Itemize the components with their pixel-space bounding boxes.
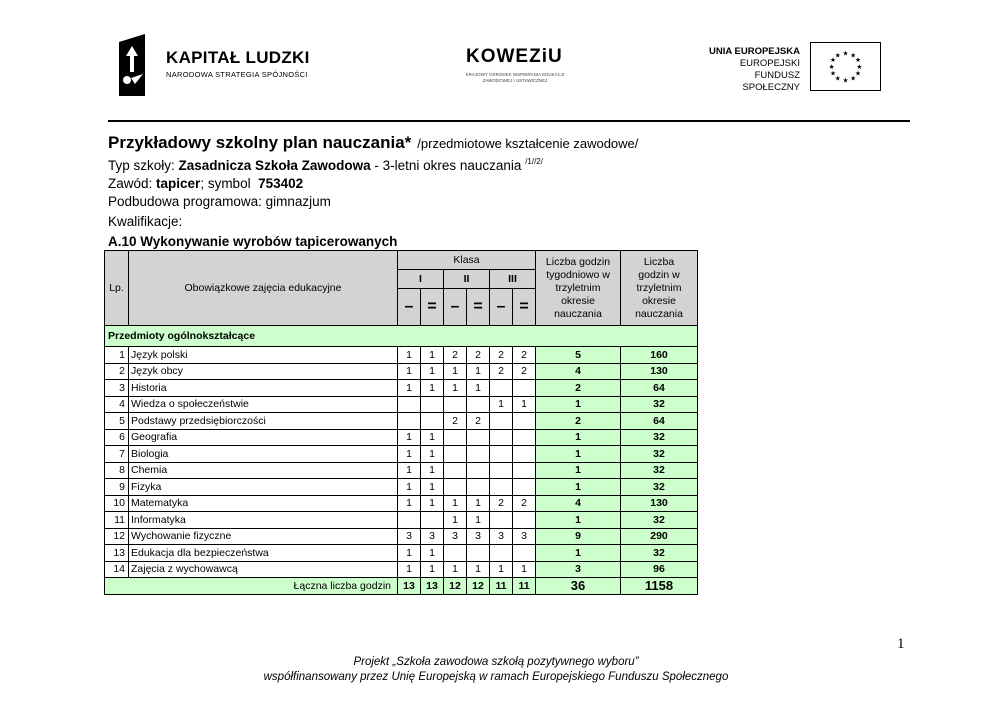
row-semester-hours: 1 [398,479,421,496]
row-semester-hours [467,446,490,463]
sum-label: Łączna liczba godzin [105,578,398,595]
row-semester-hours: 1 [513,396,536,413]
svg-text:★: ★ [850,51,857,60]
row-semester-hours: 1 [421,347,444,364]
row-semester-hours [467,479,490,496]
row-semester-hours: 2 [490,495,513,512]
row-semester-hours: 1 [398,446,421,463]
school-type-value: Zasadnicza Szkoła Zawodowa [178,158,371,173]
row-total: 32 [621,512,698,529]
row-weekly: 1 [536,479,621,496]
document-title-sub: /przedmiotowe kształcenie zawodowe/ [417,136,639,151]
row-subject: Wychowanie fizyczne [129,528,398,545]
row-lp: 5 [105,413,129,430]
row-subject: Biologia [129,446,398,463]
sum-semester-hours: 11 [513,578,536,595]
row-lp: 4 [105,396,129,413]
svg-text:★: ★ [830,56,837,65]
row-lp: 2 [105,363,129,380]
row-semester-hours: 1 [398,429,421,446]
kapital-ludzki-emblem-icon [117,34,147,96]
row-semester-hours: 3 [467,528,490,545]
row-semester-hours [467,462,490,479]
row-semester-hours [421,512,444,529]
sum-semester-hours: 12 [444,578,467,595]
row-semester-hours: 1 [421,462,444,479]
row-semester-hours: 1 [444,363,467,380]
row-lp: 7 [105,446,129,463]
row-semester-hours: 1 [467,561,490,578]
row-semester-hours: 1 [421,561,444,578]
row-semester-hours [490,512,513,529]
row-subject: Fizyka [129,479,398,496]
row-semester-hours: 1 [398,545,421,562]
row-weekly: 3 [536,561,621,578]
footer-line-1: Projekt „Szkoła zawodowa szkołą pozytywnego wyboru” [353,656,639,668]
row-weekly: 4 [536,363,621,380]
row-semester-hours: 1 [398,495,421,512]
row-semester-hours: 1 [467,495,490,512]
row-semester-hours: 1 [467,380,490,397]
table-row [105,446,698,463]
document-title-main: Przykładowy szkolny plan nauczania* [108,133,412,152]
row-subject: Historia [129,380,398,397]
row-weekly: 4 [536,495,621,512]
sum-semester-hours: 13 [398,578,421,595]
row-semester-hours [444,545,467,562]
row-semester-hours: 1 [444,561,467,578]
footer-line-2: współfinansowany przez Unię Europejską w ramach Europejskiego Funduszu Społecznego [263,671,729,683]
header-semester-6: = [513,289,536,326]
row-semester-hours: 1 [467,363,490,380]
row-weekly: 2 [536,380,621,397]
row-weekly: 5 [536,347,621,364]
svg-text:★: ★ [842,49,849,58]
profession-mid: ; symbol [200,176,259,191]
row-subject: Matematyka [129,495,398,512]
row-semester-hours [398,413,421,430]
row-total: 160 [621,347,698,364]
row-total: 130 [621,495,698,512]
svg-text:★: ★ [834,74,841,83]
row-semester-hours: 2 [490,363,513,380]
row-subject: Zajęcia z wychowawcą [129,561,398,578]
row-semester-hours [467,545,490,562]
header-divider [108,120,910,122]
sum-semester-hours: 11 [490,578,513,595]
row-semester-hours [421,396,444,413]
school-type [108,157,543,173]
row-semester-hours: 1 [421,479,444,496]
row-weekly: 1 [536,545,621,562]
svg-text:★: ★ [854,69,861,78]
row-semester-hours [513,429,536,446]
svg-text:★: ★ [828,62,835,71]
row-semester-hours [398,512,421,529]
row-semester-hours: 2 [467,413,490,430]
row-subject: Informatyka [129,512,398,529]
row-semester-hours [421,413,444,430]
header-lp: Lp. [105,251,129,326]
sum-weekly: 36 [536,578,621,595]
row-semester-hours [467,396,490,413]
row-lp: 12 [105,528,129,545]
row-lp: 1 [105,347,129,364]
row-semester-hours: 2 [467,347,490,364]
row-semester-hours [444,396,467,413]
row-semester-hours: 2 [490,347,513,364]
row-semester-hours [490,462,513,479]
koweziu-subtitle: KRAJOWY OŚRODEK WSPIERANIA EDUKACJI ZAWODOWEJ I USTAWICZNEJ [465,72,565,83]
row-semester-hours: 1 [467,512,490,529]
eu-text-line1: UNIA EUROPEJSKA [709,46,800,57]
sum-semester-hours: 13 [421,578,444,595]
header-class-1: I [398,270,444,289]
row-total: 64 [621,380,698,397]
row-semester-hours [444,446,467,463]
row-semester-hours [490,545,513,562]
row-subject: Język polski [129,347,398,364]
table-row [105,380,698,397]
row-semester-hours [513,446,536,463]
row-total: 290 [621,528,698,545]
row-total: 96 [621,561,698,578]
row-semester-hours: 1 [490,396,513,413]
row-semester-hours [398,396,421,413]
row-semester-hours [444,462,467,479]
svg-text:★: ★ [842,76,849,85]
table-row [105,462,698,479]
row-semester-hours [467,429,490,446]
row-total: 32 [621,396,698,413]
row-semester-hours [513,479,536,496]
table-row [105,429,698,446]
row-subject: Edukacja dla bezpieczeństwa [129,545,398,562]
row-subject: Chemia [129,462,398,479]
row-subject: Język obcy [129,363,398,380]
row-semester-hours [490,413,513,430]
row-semester-hours [490,446,513,463]
svg-text:★: ★ [856,62,863,71]
profession-value: tapicer [156,176,201,191]
program-base: Podbudowa programowa: gimnazjum [108,194,331,209]
row-lp: 9 [105,479,129,496]
row-semester-hours: 1 [398,462,421,479]
qualifications-label: Kwalifikacje: [108,214,183,229]
row-semester-hours: 3 [444,528,467,545]
sum-total: 1158 [621,578,698,595]
eu-flag-icon [810,42,881,91]
row-semester-hours: 1 [421,446,444,463]
row-semester-hours: 2 [444,347,467,364]
row-lp: 13 [105,545,129,562]
section-general-subjects: Przedmioty ogólnokształcące [105,326,698,347]
school-type-footnote: /1//2/ [525,157,543,166]
school-type-label: Typ szkoły: [108,158,179,173]
header-semester-4: = [467,289,490,326]
table-row [105,363,698,380]
profession-label: Zawód: [108,176,157,191]
row-weekly: 1 [536,396,621,413]
svg-text:★: ★ [830,69,837,78]
profession [108,176,303,191]
kapital-ludzki-title: KAPITAŁ LUDZKI [166,48,310,67]
header-class-2: II [444,270,490,289]
row-semester-hours: 1 [513,561,536,578]
row-total: 130 [621,363,698,380]
table-row [105,545,698,562]
header-semester-1: – [398,289,421,326]
row-semester-hours [490,429,513,446]
row-weekly: 1 [536,512,621,529]
row-semester-hours [513,462,536,479]
row-semester-hours [513,380,536,397]
header-class-3: III [490,270,536,289]
table-row [105,479,698,496]
row-weekly: 1 [536,429,621,446]
svg-text:★: ★ [854,56,861,65]
row-semester-hours: 1 [398,561,421,578]
row-lp: 11 [105,512,129,529]
row-total: 64 [621,413,698,430]
header-semester-2: = [421,289,444,326]
row-semester-hours: 2 [513,347,536,364]
row-semester-hours: 1 [444,495,467,512]
row-semester-hours: 1 [398,380,421,397]
qualification-name: A.10 Wykonywanie wyrobów tapicerowanych [108,234,398,249]
school-type-rest: - 3-letni okres nauczania [370,158,522,173]
table-row [105,561,698,578]
row-weekly: 2 [536,413,621,430]
row-lp: 10 [105,495,129,512]
row-total: 32 [621,446,698,463]
row-semester-hours [513,512,536,529]
table-row [105,347,698,364]
row-semester-hours: 2 [444,413,467,430]
row-semester-hours: 3 [513,528,536,545]
row-lp: 8 [105,462,129,479]
row-semester-hours: 1 [444,380,467,397]
row-total: 32 [621,429,698,446]
row-lp: 14 [105,561,129,578]
header-semester-5: – [490,289,513,326]
profession-symbol: 753402 [258,176,304,191]
header-weekly: Liczba godzin tygodniowo w trzyletnim okresie nauczania [536,251,621,326]
row-total: 32 [621,462,698,479]
koweziu-logo: KOWEZiU [466,46,563,67]
table-row [105,396,698,413]
row-subject: Podstawy przedsiębiorczości [129,413,398,430]
row-semester-hours: 3 [398,528,421,545]
row-semester-hours [444,479,467,496]
eu-text-line2: EUROPEJSKI [739,58,800,69]
row-semester-hours: 2 [513,495,536,512]
row-semester-hours: 1 [421,380,444,397]
header-klasa: Klasa [398,251,536,270]
header-total: Liczba godzin w trzyletnim okresie nauczania [621,251,698,326]
row-semester-hours [490,380,513,397]
row-semester-hours: 3 [490,528,513,545]
row-semester-hours: 2 [513,363,536,380]
row-semester-hours: 1 [421,495,444,512]
table-row [105,512,698,529]
row-subject: Wiedza o społeczeństwie [129,396,398,413]
table-row [105,495,698,512]
row-weekly: 1 [536,462,621,479]
row-semester-hours: 1 [490,561,513,578]
kapital-ludzki-subtitle: NARODOWA STRATEGIA SPÓJNOŚCI [166,70,308,79]
row-weekly: 9 [536,528,621,545]
row-total: 32 [621,545,698,562]
eu-text [700,46,800,94]
row-total: 32 [621,479,698,496]
row-semester-hours: 1 [421,363,444,380]
svg-text:★: ★ [834,51,841,60]
row-semester-hours: 1 [398,363,421,380]
svg-text:★: ★ [850,74,857,83]
row-semester-hours [513,545,536,562]
row-semester-hours: 1 [421,545,444,562]
sum-row [105,578,698,595]
row-semester-hours [490,479,513,496]
table-row [105,528,698,545]
eu-text-line3: FUNDUSZ SPOŁECZNY [742,70,800,93]
row-semester-hours [444,429,467,446]
sum-semester-hours: 12 [467,578,490,595]
page-number: 1 [897,636,905,652]
row-semester-hours: 1 [421,429,444,446]
row-semester-hours: 1 [398,347,421,364]
row-semester-hours: 1 [444,512,467,529]
row-subject: Geografia [129,429,398,446]
row-semester-hours: 3 [421,528,444,545]
table-row [105,413,698,430]
document-title [108,133,638,153]
row-weekly: 1 [536,446,621,463]
header-semester-3: – [444,289,467,326]
row-lp: 3 [105,380,129,397]
header-subject: Obowiązkowe zajęcia edukacyjne [129,251,398,326]
curriculum-table [104,250,698,595]
row-semester-hours [513,413,536,430]
row-lp: 6 [105,429,129,446]
